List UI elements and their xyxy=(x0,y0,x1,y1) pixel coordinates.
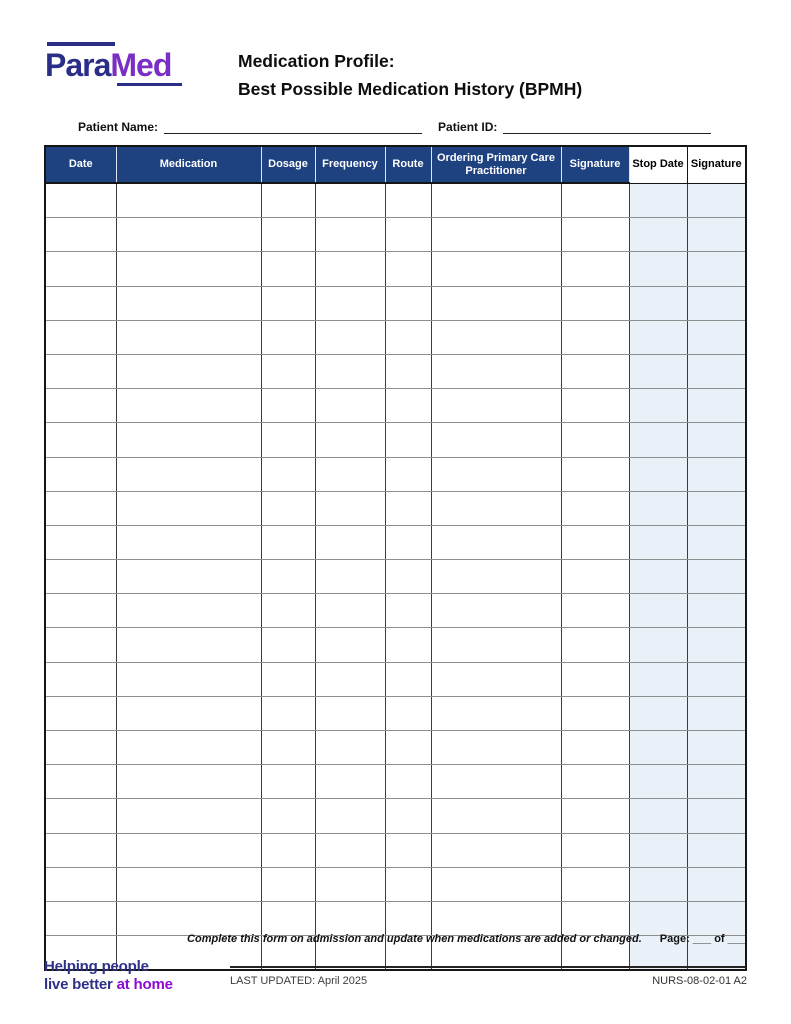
table-cell-empty xyxy=(385,560,431,594)
table-cell-empty xyxy=(431,423,561,457)
table-cell-empty xyxy=(45,560,116,594)
table-cell-empty xyxy=(687,354,746,388)
table-cell-empty xyxy=(385,662,431,696)
table-row xyxy=(45,628,746,662)
table-cell-empty xyxy=(431,867,561,901)
table-cell-empty xyxy=(315,799,385,833)
table-cell-empty xyxy=(431,354,561,388)
table-cell-empty xyxy=(261,320,315,354)
table-cell-empty xyxy=(561,183,629,218)
table-cell-empty xyxy=(116,867,261,901)
footer-divider-rule xyxy=(230,966,746,968)
table-cell-empty xyxy=(431,286,561,320)
table-cell-empty xyxy=(687,594,746,628)
table-cell-empty xyxy=(629,594,687,628)
table-cell-empty xyxy=(431,901,561,935)
table-cell-empty xyxy=(431,252,561,286)
table-row xyxy=(45,491,746,525)
logo-part-para: Para xyxy=(45,46,111,83)
table-cell-empty xyxy=(315,662,385,696)
table-cell-empty xyxy=(561,525,629,559)
table-cell-empty xyxy=(315,354,385,388)
table-cell-empty xyxy=(315,833,385,867)
table-cell-empty xyxy=(116,525,261,559)
last-updated-text: LAST UPDATED: April 2025 xyxy=(230,975,368,987)
table-cell-empty xyxy=(315,901,385,935)
table-cell-empty xyxy=(315,696,385,730)
table-cell-empty xyxy=(116,594,261,628)
logo-text xyxy=(45,47,182,83)
completion-instruction: Complete this form on admission and update when medications are added or changed. xyxy=(187,933,642,945)
table-cell-empty xyxy=(561,731,629,765)
table-cell-empty xyxy=(431,183,561,218)
table-cell-empty xyxy=(116,354,261,388)
table-cell-empty xyxy=(116,833,261,867)
table-cell-empty xyxy=(116,560,261,594)
footer-note-row xyxy=(44,933,746,945)
table-cell-empty xyxy=(385,731,431,765)
table-cell-empty xyxy=(629,731,687,765)
column-header-medication: Medication xyxy=(116,146,261,183)
table-cell-empty xyxy=(45,628,116,662)
table-row xyxy=(45,731,746,765)
table-row xyxy=(45,560,746,594)
page-title xyxy=(238,47,582,103)
table-cell-empty xyxy=(629,252,687,286)
tagline-line2 xyxy=(44,976,173,994)
table-cell-empty xyxy=(315,286,385,320)
table-cell-empty xyxy=(385,218,431,252)
brand-tagline xyxy=(44,958,173,993)
table-cell-empty xyxy=(629,286,687,320)
table-cell-empty xyxy=(687,799,746,833)
table-cell-empty xyxy=(45,252,116,286)
table-cell-empty xyxy=(261,183,315,218)
medication-table xyxy=(44,145,747,971)
table-cell-empty xyxy=(687,901,746,935)
table-cell-empty xyxy=(116,320,261,354)
table-row xyxy=(45,183,746,218)
table-cell-empty xyxy=(315,765,385,799)
table-cell-empty xyxy=(45,457,116,491)
table-header-row xyxy=(45,146,746,183)
table-cell-empty xyxy=(45,525,116,559)
column-header-frequency: Frequency xyxy=(315,146,385,183)
table-cell-empty xyxy=(45,320,116,354)
table-row xyxy=(45,867,746,901)
table-cell-empty xyxy=(261,457,315,491)
table-cell-empty xyxy=(431,765,561,799)
column-header-route: Route xyxy=(385,146,431,183)
table-cell-empty xyxy=(116,423,261,457)
table-cell-empty xyxy=(561,286,629,320)
table-cell-empty xyxy=(385,628,431,662)
table-cell-empty xyxy=(687,867,746,901)
table-cell-empty xyxy=(261,731,315,765)
table-cell-empty xyxy=(687,731,746,765)
table-cell-empty xyxy=(561,218,629,252)
column-header-dosage: Dosage xyxy=(261,146,315,183)
column-header-signature: Signature xyxy=(561,146,629,183)
table-cell-empty xyxy=(629,423,687,457)
table-cell-empty xyxy=(45,423,116,457)
table-cell-empty xyxy=(561,765,629,799)
table-cell-empty xyxy=(561,833,629,867)
table-cell-empty xyxy=(261,389,315,423)
table-cell-empty xyxy=(116,218,261,252)
table-cell-empty xyxy=(687,423,746,457)
table-cell-empty xyxy=(629,457,687,491)
table-cell-empty xyxy=(687,628,746,662)
table-cell-empty xyxy=(629,799,687,833)
table-cell-empty xyxy=(629,320,687,354)
table-cell-empty xyxy=(385,833,431,867)
table-cell-empty xyxy=(385,320,431,354)
column-header-ordering-practitioner: Ordering Primary Care Practitioner xyxy=(431,146,561,183)
table-cell-empty xyxy=(261,901,315,935)
table-cell-empty xyxy=(261,560,315,594)
table-cell-empty xyxy=(561,867,629,901)
patient-name-field xyxy=(164,118,422,134)
table-cell-empty xyxy=(315,389,385,423)
table-cell-empty xyxy=(431,594,561,628)
table-cell-empty xyxy=(45,354,116,388)
table-cell-empty xyxy=(261,525,315,559)
table-cell-empty xyxy=(116,731,261,765)
table-cell-empty xyxy=(561,696,629,730)
table-cell-empty xyxy=(385,286,431,320)
table-cell-empty xyxy=(687,491,746,525)
table-cell-empty xyxy=(629,183,687,218)
table-cell-empty xyxy=(116,628,261,662)
table-cell-empty xyxy=(385,765,431,799)
table-cell-empty xyxy=(561,491,629,525)
table-cell-empty xyxy=(315,457,385,491)
table-cell-empty xyxy=(315,628,385,662)
logo-bottom-rule xyxy=(117,83,182,87)
table-cell-empty xyxy=(431,389,561,423)
table-cell-empty xyxy=(561,423,629,457)
tagline-line1: Helping people xyxy=(44,958,149,975)
table-cell-empty xyxy=(687,560,746,594)
table-cell-empty xyxy=(45,389,116,423)
table-row xyxy=(45,423,746,457)
table-cell-empty xyxy=(687,525,746,559)
document-code: NURS-08-02-01 A2 xyxy=(652,975,747,987)
table-cell-empty xyxy=(431,696,561,730)
table-cell-empty xyxy=(261,594,315,628)
table-cell-empty xyxy=(261,662,315,696)
table-cell-empty xyxy=(431,731,561,765)
table-cell-empty xyxy=(629,833,687,867)
table-cell-empty xyxy=(687,696,746,730)
table-cell-empty xyxy=(687,183,746,218)
table-cell-empty xyxy=(687,457,746,491)
table-cell-empty xyxy=(629,662,687,696)
table-cell-empty xyxy=(45,867,116,901)
table-cell-empty xyxy=(315,731,385,765)
table-cell-empty xyxy=(261,252,315,286)
table-row xyxy=(45,696,746,730)
table-cell-empty xyxy=(385,867,431,901)
table-cell-empty xyxy=(45,833,116,867)
table-cell-empty xyxy=(561,252,629,286)
table-cell-empty xyxy=(385,696,431,730)
table-row xyxy=(45,457,746,491)
table-cell-empty xyxy=(629,765,687,799)
table-cell-empty xyxy=(116,457,261,491)
table-cell-empty xyxy=(261,833,315,867)
table-row xyxy=(45,389,746,423)
table-cell-empty xyxy=(385,457,431,491)
table-cell-empty xyxy=(687,320,746,354)
table-cell-empty xyxy=(45,901,116,935)
column-header-date: Date xyxy=(45,146,116,183)
table-cell-empty xyxy=(629,389,687,423)
page-counter: Page: ___ of ___ xyxy=(659,933,746,945)
table-row xyxy=(45,901,746,935)
table-cell-empty xyxy=(261,799,315,833)
table-row xyxy=(45,833,746,867)
logo-part-med: Med xyxy=(110,46,172,83)
medication-table-body xyxy=(45,183,746,970)
table-cell-empty xyxy=(315,320,385,354)
table-cell-empty xyxy=(687,833,746,867)
table-cell-empty xyxy=(261,286,315,320)
table-cell-empty xyxy=(431,218,561,252)
table-cell-empty xyxy=(116,491,261,525)
table-cell-empty xyxy=(261,765,315,799)
table-cell-empty xyxy=(261,696,315,730)
table-row xyxy=(45,286,746,320)
table-cell-empty xyxy=(385,525,431,559)
table-cell-empty xyxy=(431,457,561,491)
table-cell-empty xyxy=(629,867,687,901)
page-title-line2: Best Possible Medication History (BPMH) xyxy=(238,79,583,99)
page-title-line1: Medication Profile: xyxy=(238,51,395,71)
table-cell-empty xyxy=(561,799,629,833)
table-cell-empty xyxy=(261,218,315,252)
column-header-stop-date: Stop Date xyxy=(629,146,687,183)
table-row xyxy=(45,594,746,628)
table-row xyxy=(45,320,746,354)
table-cell-empty xyxy=(385,423,431,457)
table-cell-empty xyxy=(385,354,431,388)
table-cell-empty xyxy=(116,799,261,833)
table-cell-empty xyxy=(561,389,629,423)
table-cell-empty xyxy=(261,867,315,901)
table-row xyxy=(45,765,746,799)
tagline-at-home: at home xyxy=(116,975,173,993)
table-cell-empty xyxy=(385,594,431,628)
table-cell-empty xyxy=(45,183,116,218)
table-cell-empty xyxy=(687,252,746,286)
table-cell-empty xyxy=(315,183,385,218)
table-cell-empty xyxy=(45,799,116,833)
table-cell-empty xyxy=(261,628,315,662)
table-cell-empty xyxy=(385,901,431,935)
table-cell-empty xyxy=(629,525,687,559)
table-cell-empty xyxy=(385,183,431,218)
table-cell-empty xyxy=(561,662,629,696)
table-cell-empty xyxy=(116,252,261,286)
table-cell-empty xyxy=(116,901,261,935)
table-cell-empty xyxy=(315,525,385,559)
table-cell-empty xyxy=(561,560,629,594)
table-cell-empty xyxy=(431,799,561,833)
logo-top-rule xyxy=(47,42,115,46)
table-cell-empty xyxy=(687,765,746,799)
table-cell-empty xyxy=(385,799,431,833)
table-row xyxy=(45,799,746,833)
table-cell-empty xyxy=(315,423,385,457)
table-cell-empty xyxy=(385,389,431,423)
table-cell-empty xyxy=(116,286,261,320)
table-cell-empty xyxy=(45,662,116,696)
paramed-logo xyxy=(45,42,182,86)
table-cell-empty xyxy=(561,628,629,662)
table-cell-empty xyxy=(45,491,116,525)
table-cell-empty xyxy=(629,560,687,594)
table-cell-empty xyxy=(45,696,116,730)
table-cell-empty xyxy=(561,901,629,935)
table-row xyxy=(45,354,746,388)
table-cell-empty xyxy=(116,765,261,799)
table-cell-empty xyxy=(561,354,629,388)
tagline-live-better: live better xyxy=(44,975,117,993)
table-cell-empty xyxy=(629,491,687,525)
table-cell-empty xyxy=(431,662,561,696)
table-cell-empty xyxy=(687,662,746,696)
table-row xyxy=(45,525,746,559)
table-cell-empty xyxy=(45,731,116,765)
table-cell-empty xyxy=(561,320,629,354)
table-cell-empty xyxy=(687,389,746,423)
table-cell-empty xyxy=(431,320,561,354)
table-cell-empty xyxy=(261,423,315,457)
table-cell-empty xyxy=(629,628,687,662)
table-row xyxy=(45,252,746,286)
patient-id-label: Patient ID: xyxy=(438,120,498,134)
table-cell-empty xyxy=(431,560,561,594)
table-cell-empty xyxy=(561,594,629,628)
table-cell-empty xyxy=(116,662,261,696)
patient-identification-row xyxy=(78,118,711,134)
column-header-stop-signature: Signature xyxy=(687,146,746,183)
table-row xyxy=(45,218,746,252)
table-cell-empty xyxy=(687,286,746,320)
table-cell-empty xyxy=(431,628,561,662)
table-cell-empty xyxy=(315,491,385,525)
table-cell-empty xyxy=(45,286,116,320)
table-cell-empty xyxy=(629,354,687,388)
table-cell-empty xyxy=(315,594,385,628)
table-cell-empty xyxy=(45,765,116,799)
table-cell-empty xyxy=(261,354,315,388)
patient-name-label: Patient Name: xyxy=(78,120,159,134)
table-cell-empty xyxy=(629,901,687,935)
patient-id-field xyxy=(503,118,711,134)
table-cell-empty xyxy=(629,696,687,730)
table-cell-empty xyxy=(687,218,746,252)
table-cell-empty xyxy=(431,525,561,559)
table-cell-empty xyxy=(261,491,315,525)
table-cell-empty xyxy=(561,457,629,491)
table-cell-empty xyxy=(629,218,687,252)
table-cell-empty xyxy=(45,218,116,252)
table-cell-empty xyxy=(116,696,261,730)
table-cell-empty xyxy=(116,183,261,218)
table-cell-empty xyxy=(315,867,385,901)
table-cell-empty xyxy=(431,833,561,867)
table-cell-empty xyxy=(45,594,116,628)
table-cell-empty xyxy=(385,252,431,286)
table-cell-empty xyxy=(116,389,261,423)
table-cell-empty xyxy=(315,560,385,594)
table-cell-empty xyxy=(315,252,385,286)
table-cell-empty xyxy=(431,491,561,525)
table-cell-empty xyxy=(315,218,385,252)
table-row xyxy=(45,662,746,696)
table-cell-empty xyxy=(385,491,431,525)
